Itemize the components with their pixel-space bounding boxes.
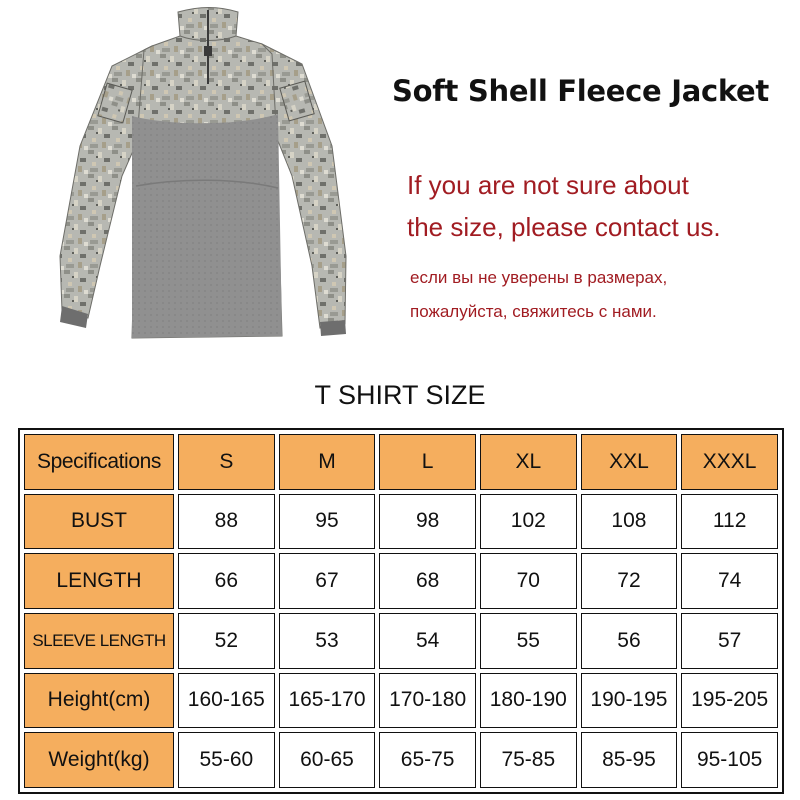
size-table	[18, 428, 784, 794]
table-cell: 67	[279, 553, 376, 609]
table-cell: 74	[681, 553, 778, 609]
size-header-cell: XXXL	[681, 434, 778, 490]
size-header-cell: S	[178, 434, 275, 490]
table-row	[24, 673, 778, 729]
table-cell: 160-165	[178, 673, 275, 729]
table-cell: 68	[379, 553, 476, 609]
table-cell: 190-195	[581, 673, 678, 729]
table-cell: 102	[480, 494, 577, 550]
contact-note-ru-line1: если вы не уверены в размерах,	[410, 268, 668, 287]
product-image	[40, 6, 380, 351]
table-cell: 88	[178, 494, 275, 550]
table-cell: 70	[480, 553, 577, 609]
contact-note-en-line1: If you are not sure about	[407, 170, 689, 200]
specifications-header: Specifications	[24, 434, 174, 490]
product-title: Soft Shell Fleece Jacket	[392, 74, 769, 108]
row-label-sleeve-length: SLEEVE LENGTH	[24, 613, 174, 669]
table-cell: 56	[581, 613, 678, 669]
table-cell: 66	[178, 553, 275, 609]
table-row	[24, 494, 778, 550]
table-cell: 54	[379, 613, 476, 669]
table-cell: 55	[480, 613, 577, 669]
table-cell: 170-180	[379, 673, 476, 729]
table-cell: 98	[379, 494, 476, 550]
table-cell: 165-170	[279, 673, 376, 729]
table-cell: 112	[681, 494, 778, 550]
table-cell: 108	[581, 494, 678, 550]
row-label-weight: Weight(kg)	[24, 732, 174, 788]
table-cell: 75-85	[480, 732, 577, 788]
row-label-bust: BUST	[24, 494, 174, 550]
table-cell: 95	[279, 494, 376, 550]
table-cell: 60-65	[279, 732, 376, 788]
contact-note-ru-line2: пожалуйста, свяжитесь с нами.	[410, 302, 657, 321]
size-table-title: T SHIRT SIZE	[314, 380, 486, 410]
table-cell: 195-205	[681, 673, 778, 729]
table-cell: 65-75	[379, 732, 476, 788]
row-label-height: Height(cm)	[24, 673, 174, 729]
row-label-length: LENGTH	[24, 553, 174, 609]
table-cell: 85-95	[581, 732, 678, 788]
size-header-cell: L	[379, 434, 476, 490]
size-header-row	[24, 434, 778, 490]
table-row	[24, 613, 778, 669]
camo-tactical-shirt-image	[40, 6, 380, 351]
table-cell: 72	[581, 553, 678, 609]
table-cell: 53	[279, 613, 376, 669]
table-row	[24, 732, 778, 788]
size-header-cell: M	[279, 434, 376, 490]
table-cell: 52	[178, 613, 275, 669]
table-cell: 55-60	[178, 732, 275, 788]
table-cell: 180-190	[480, 673, 577, 729]
table-row	[24, 553, 778, 609]
contact-note-en-line2: the size, please contact us.	[407, 212, 721, 242]
size-header-cell: XXL	[581, 434, 678, 490]
table-cell: 95-105	[681, 732, 778, 788]
table-cell: 57	[681, 613, 778, 669]
size-header-cell: XL	[480, 434, 577, 490]
